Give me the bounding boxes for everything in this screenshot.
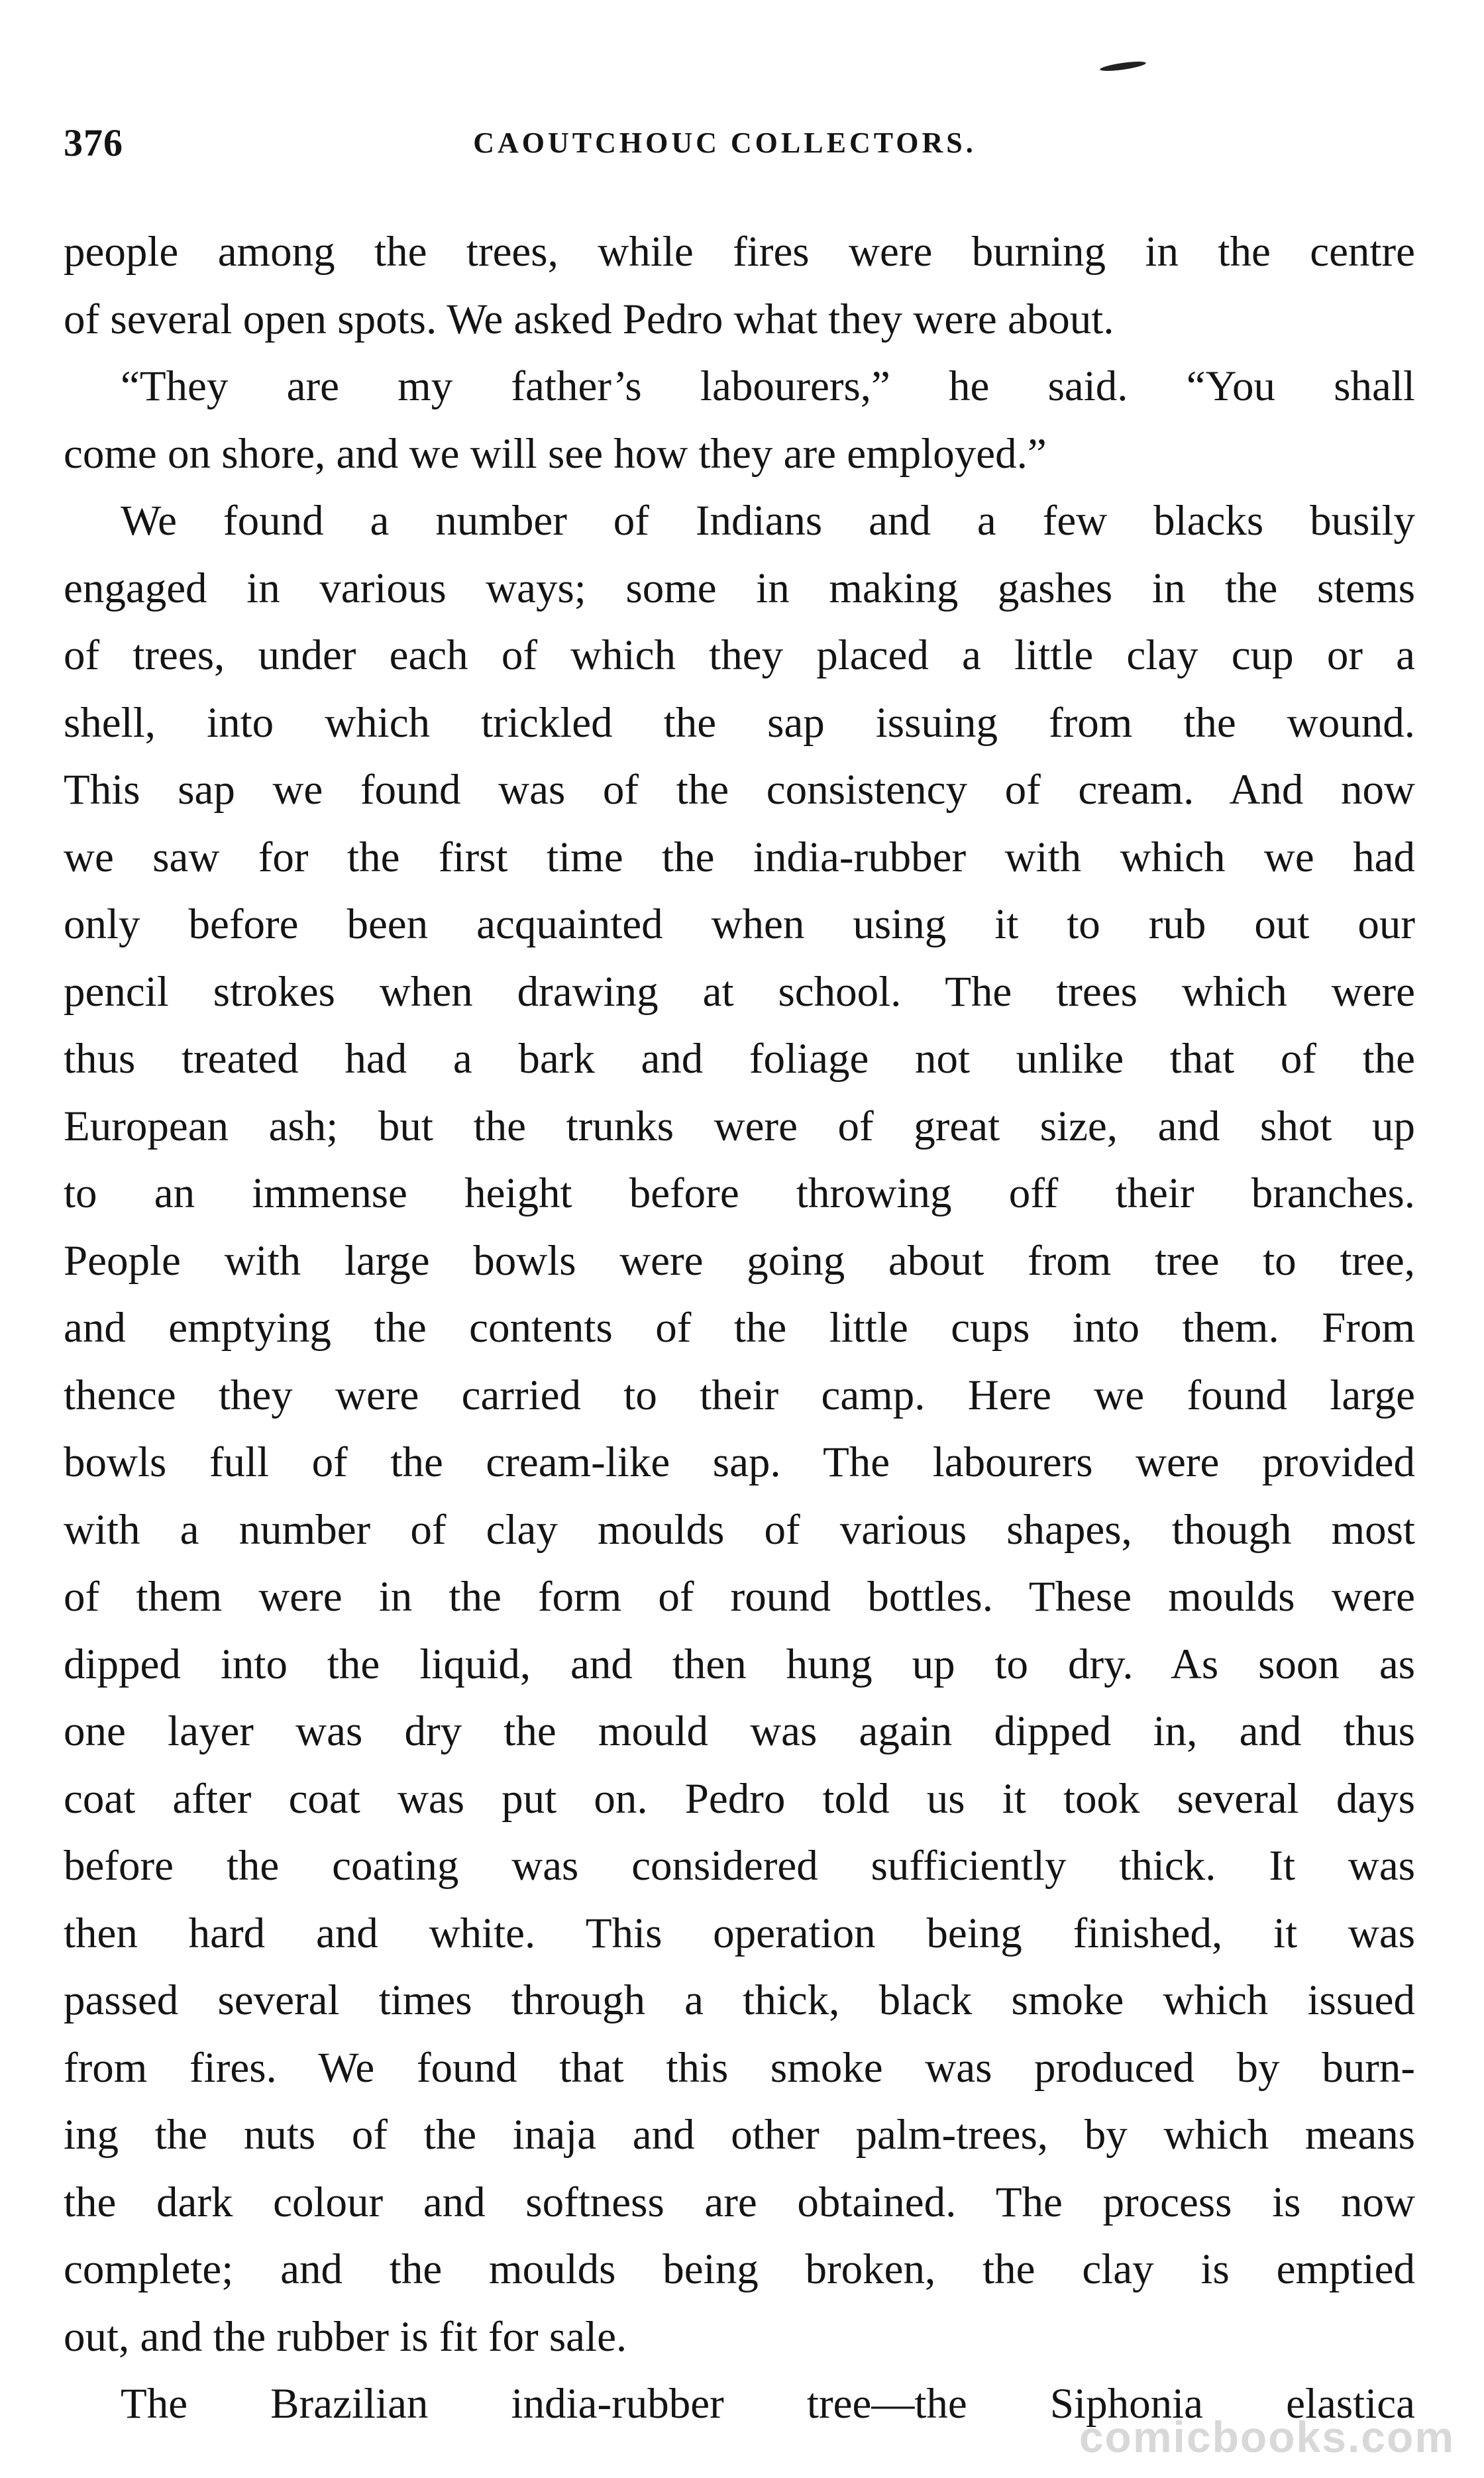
text-line: ing the nuts of the inaja and other palm-trees, by which means (64, 2111, 1415, 2159)
text-line: only before been acquainted when using it to rub out our (64, 900, 1415, 948)
text-line: and emptying the contents of the little cups into them. From (64, 1304, 1415, 1352)
text-line: to an immense height before throwing off their branches. (64, 1169, 1415, 1217)
text-line: we saw for the first time the india-rubber with which we had (64, 833, 1415, 881)
page-number: 376 (64, 121, 123, 164)
text-line: one layer was dry the mould was again dipped in, and thus (64, 1707, 1415, 1755)
text-line: come on shore, and we will see how they are employed.” (64, 429, 1047, 478)
text-line: out, and the rubber is fit for sale. (64, 2312, 627, 2361)
text-line: People with large bowls were going about from tree to tree, (64, 1236, 1415, 1285)
running-head: CAOUTCHOUC COLLECTORS. (473, 127, 977, 159)
text-line: coat after coat was put on. Pedro told us it took several days (64, 1774, 1415, 1823)
ink-mark (1100, 60, 1147, 73)
text-line: dipped into the liquid, and then hung up to dry. As soon as (64, 1640, 1415, 1688)
text-line: passed several times through a thick, black smoke which issued (64, 1976, 1415, 2024)
text-line: shell, into which trickled the sap issuing from the wound. (64, 698, 1415, 747)
text-line: complete; and the moulds being broken, the clay is emptied (64, 2245, 1415, 2293)
text-line: people among the trees, while fires were burning in the centre (64, 228, 1415, 276)
text-line: engaged in various ways; some in making gashes in the stems (64, 564, 1415, 612)
text-line: with a number of clay moulds of various shapes, though most (64, 1505, 1415, 1554)
watermark: comicbooks.com (1079, 2412, 1455, 2461)
body-text (64, 219, 1415, 2438)
text-line: of several open spots. We asked Pedro what they were about. (64, 295, 1114, 343)
text-line: The Brazilian india-rubber tree—the Siphonia elastica (121, 2380, 1415, 2428)
text-line: thence they were carried to their camp. Here we found large (64, 1371, 1415, 1419)
page-header (64, 121, 1386, 174)
text-line: from fires. We found that this smoke was produced by burn- (64, 2043, 1415, 2092)
text-line: before the coating was considered sufficiently thick. It was (64, 1842, 1415, 1890)
text-line: of them were in the form of round bottles. These moulds were (64, 1573, 1415, 1621)
text-line: This sap we found was of the consistency of cream. And now (64, 766, 1415, 814)
text-line: of trees, under each of which they placed a little clay cup or a (64, 631, 1415, 679)
text-line: then hard and white. This operation being finished, it was (64, 1909, 1415, 1957)
text-line: the dark colour and softness are obtained. The process is now (64, 2178, 1415, 2226)
text-line: bowls full of the cream-like sap. The labourers were provided (64, 1438, 1415, 1486)
text-line: We found a number of Indians and a few blacks busily (121, 497, 1415, 545)
text-line: European ash; but the trunks were of great size, and shot up (64, 1102, 1415, 1150)
text-line: “They are my father’s labourers,” he said. “You shall (121, 362, 1415, 410)
text-line: pencil strokes when drawing at school. The trees which were (64, 967, 1415, 1016)
text-line: thus treated had a bark and foliage not unlike that of the (64, 1035, 1415, 1083)
